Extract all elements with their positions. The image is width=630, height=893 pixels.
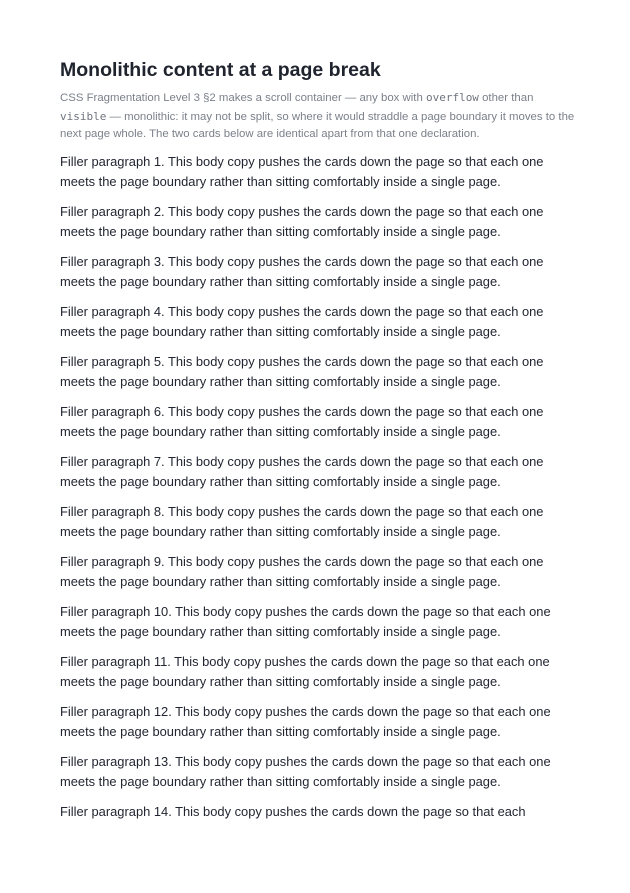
code-visible: visible (60, 109, 107, 123)
filler-paragraph-6: Filler paragraph 6. This body copy pushes the cards down the page so that each one meets the page boundary rather than sitting comfortably inside a single page. (60, 403, 544, 439)
intro-text-3: — monolithic: it may not be split, so where it would straddle a page boundary it moves to the next page whole. The two cards below are identical apart from that one declaration. (60, 110, 575, 140)
filler-paragraph-2: Filler paragraph 2. This body copy pushes the cards down the page so that each one meets the page boundary rather than sitting comfortably inside a single page. (60, 203, 544, 239)
filler-paragraph-11: Filler paragraph 11. This body copy pushes the cards down the page so that each one meets the page boundary rather than sitting comfortably inside a single page. (60, 653, 550, 689)
page-title: Monolithic content at a page break (60, 59, 381, 81)
filler-paragraph-3: Filler paragraph 3. This body copy pushes the cards down the page so that each one meets the page boundary rather than sitting comfortably inside a single page. (60, 253, 544, 289)
filler-paragraph-8: Filler paragraph 8. This body copy pushes the cards down the page so that each one meets the page boundary rather than sitting comfortably inside a single page. (60, 503, 544, 539)
intro-paragraph (60, 89, 575, 144)
filler-paragraph-13: Filler paragraph 13. This body copy pushes the cards down the page so that each one meets the page boundary rather than sitting comfortably inside a single page. (60, 753, 551, 789)
intro-text-2: other than (478, 92, 534, 104)
filler-paragraph-4: Filler paragraph 4. This body copy pushes the cards down the page so that each one meets the page boundary rather than sitting comfortably inside a single page. (60, 303, 544, 339)
filler-paragraph-5: Filler paragraph 5. This body copy pushes the cards down the page so that each one meets the page boundary rather than sitting comfortably inside a single page. (60, 353, 544, 389)
filler-paragraph-9: Filler paragraph 9. This body copy pushes the cards down the page so that each one meets the page boundary rather than sitting comfortably inside a single page. (60, 553, 544, 589)
filler-paragraph-14: Filler paragraph 14. This body copy pushes the cards down the page so that each (60, 803, 526, 819)
document-page (60, 58, 575, 832)
intro-text-1: CSS Fragmentation Level 3 §2 makes a scroll container — any box with (60, 92, 426, 104)
filler-paragraph-7: Filler paragraph 7. This body copy pushes the cards down the page so that each one meets the page boundary rather than sitting comfortably inside a single page. (60, 453, 544, 489)
filler-paragraph-12: Filler paragraph 12. This body copy pushes the cards down the page so that each one meets the page boundary rather than sitting comfortably inside a single page. (60, 703, 551, 739)
filler-paragraph-10: Filler paragraph 10. This body copy pushes the cards down the page so that each one meets the page boundary rather than sitting comfortably inside a single page. (60, 603, 551, 639)
code-overflow: overflow (425, 91, 479, 104)
filler-paragraph-1: Filler paragraph 1. This body copy pushes the cards down the page so that each one meets the page boundary rather than sitting comfortably inside a single page. (60, 153, 544, 189)
